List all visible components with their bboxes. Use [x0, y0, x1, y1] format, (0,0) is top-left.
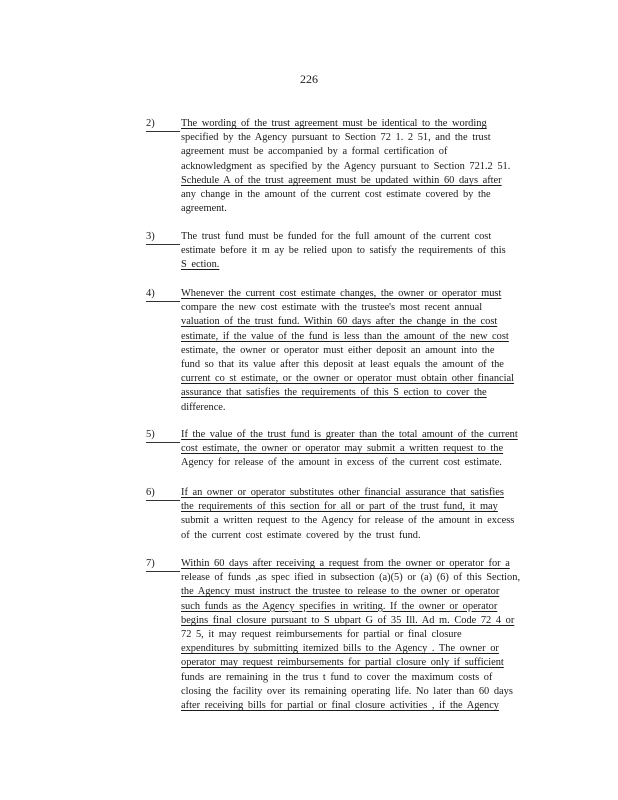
text-line: operator may request reimbursements for partial closure only if sufficient: [181, 657, 504, 669]
text-line: agreement must be accompanied by a formal certification of: [181, 146, 448, 158]
paragraph-number: 3): [146, 230, 180, 245]
text-line: specified by the Agency pursuant to Section 72 1. 2 51, and the trust: [181, 132, 491, 144]
paragraph-text: [181, 557, 546, 713]
paragraph-text: [181, 287, 546, 415]
text-line: of the current cost estimate covered by the trust fund.: [181, 529, 421, 541]
text-line: closing the facility over its remaining operating life. No later than 60 days: [181, 685, 513, 697]
paragraph-number: 4): [146, 287, 180, 302]
text-line: estimate before it m ay be relied upon to satisfy the requirements of this: [181, 245, 506, 257]
paragraph-text: [181, 428, 546, 471]
text-line: If the value of the trust fund is greater than the total amount of the current: [181, 429, 518, 440]
text-line: assurance that satisfies the requirements of this S ection to cover the: [181, 387, 487, 399]
text-line: difference.: [181, 401, 226, 413]
page-number: 226: [300, 72, 318, 86]
text-line: Schedule A of the trust agreement must be updated within 60 days after: [181, 174, 502, 186]
paragraph-number: 5): [146, 428, 180, 443]
text-line: valuation of the trust fund. Within 60 days after the change in the cost: [181, 316, 498, 328]
text-line: agreement.: [181, 203, 227, 215]
text-line: expenditures by submitting itemized bills to the Agency . The owner or: [181, 643, 499, 655]
text-line: estimate, if the value of the fund is less than the amount of the new cost: [181, 330, 509, 342]
text-line: acknowledgment as specified by the Agency pursuant to Section 721.2 51.: [181, 160, 511, 172]
paragraph-number: 7): [146, 557, 180, 572]
paragraph-text: [181, 486, 546, 543]
text-line: S ection.: [181, 259, 220, 271]
text-line: any change in the amount of the current cost estimate covered by the: [181, 188, 491, 200]
text-line: Whenever the current cost estimate changes, the owner or operator must: [181, 288, 502, 299]
paragraph-text: [181, 117, 546, 216]
text-line: begins final closure pursuant to S ubpart G of 35 Ill. Ad m. Code 72 4 or: [181, 614, 515, 626]
text-line: release of funds ,as spec ified in subsection (a)(5) or (a) (6) of this Section,: [181, 572, 521, 584]
text-line: Agency for release of the amount in excess of the current cost estimate.: [181, 457, 502, 469]
text-line: compare the new cost estimate with the trustee's most recent annual: [181, 302, 483, 314]
text-line: cost estimate, the owner or operator may submit a written request to the: [181, 443, 504, 455]
paragraph-text: [181, 230, 546, 273]
text-line: such funds as the Agency specifies in writing. If the owner or operator: [181, 600, 498, 612]
text-line: current co st estimate, or the owner or operator must obtain other financial: [181, 373, 515, 385]
text-line: Within 60 days after receiving a request from the owner or operator for a: [181, 558, 510, 569]
text-line: estimate, the owner or operator must either deposit an amount into the: [181, 344, 495, 356]
text-line: The wording of the trust agreement must be identical to the wording: [181, 118, 487, 129]
text-line: the Agency must instruct the trustee to release to the owner or operator: [181, 586, 500, 598]
text-line: funds are remaining in the trus t fund to cover the maximum costs of: [181, 671, 493, 683]
text-line: The trust fund must be funded for the full amount of the current cost: [181, 231, 492, 242]
text-line: 72 5, it may request reimbursements for partial or final closure: [181, 628, 462, 640]
text-line: fund so that its value after this deposit at least equals the amount of the: [181, 358, 504, 370]
text-line: after receiving bills for partial or final closure activities , if the Agency: [181, 699, 500, 711]
paragraph-number: 2): [146, 117, 180, 132]
text-line: If an owner or operator substitutes other financial assurance that satisfies: [181, 487, 504, 498]
text-line: the requirements of this section for all or part of the trust fund, it may: [181, 501, 498, 513]
paragraph-number: 6): [146, 486, 180, 501]
text-line: submit a written request to the Agency for release of the amount in excess: [181, 515, 515, 527]
